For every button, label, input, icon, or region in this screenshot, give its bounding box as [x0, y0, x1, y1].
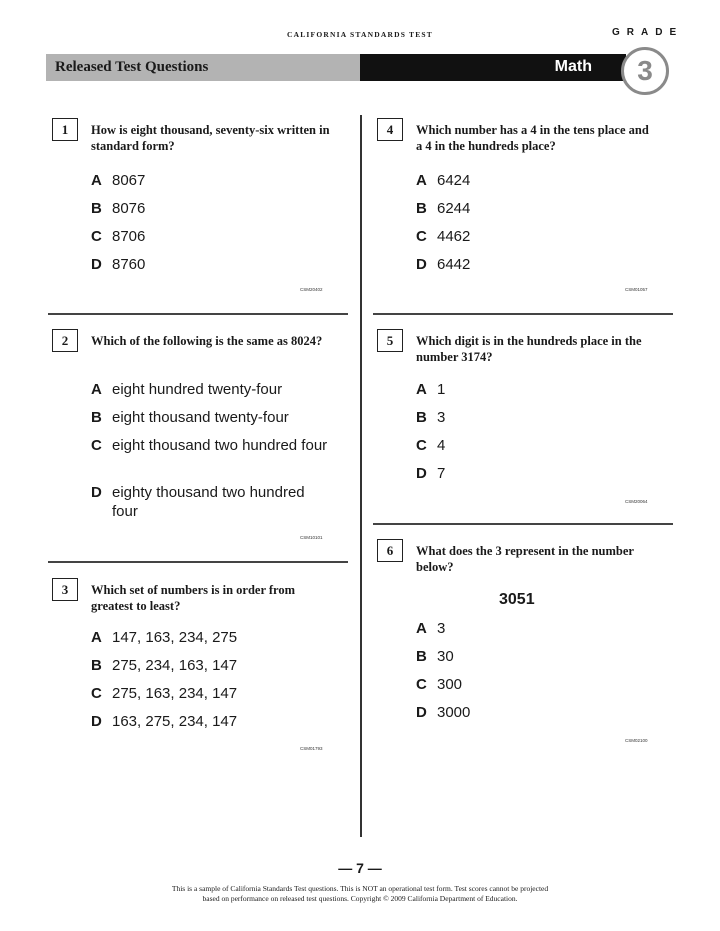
option-text: eight thousand two hundred four: [112, 437, 328, 454]
question-number: 5: [377, 329, 403, 352]
option-text: 275, 234, 163, 147: [112, 657, 238, 674]
option-text: 6424: [437, 172, 471, 189]
answer-option-b[interactable]: [91, 656, 332, 675]
option-text: 8706: [112, 228, 146, 245]
question-divider: [48, 561, 348, 563]
option-text: 3: [437, 620, 446, 637]
option-text: eighty thousand two hundred four: [112, 484, 305, 520]
option-letter: B: [91, 409, 102, 426]
question-divider: [373, 523, 673, 525]
answer-option-d[interactable]: [91, 712, 332, 731]
option-text: 3000: [437, 704, 471, 721]
disclaimer-line-1: This is a sample of California Standards Test questions. This is NOT an operational test form. Test scores cannot be projected: [171, 884, 549, 893]
item-code: CSM01057: [625, 287, 648, 292]
option-letter: C: [416, 437, 427, 454]
answer-option-c[interactable]: [91, 436, 332, 455]
question-text: How is eight thousand, seventy-six written in standard form?: [91, 123, 330, 153]
option-letter: D: [91, 484, 102, 501]
answer-option-a[interactable]: [91, 628, 332, 647]
answer-option-a[interactable]: [416, 619, 657, 638]
item-code: CSM10101: [300, 535, 323, 540]
option-letter: B: [91, 200, 102, 217]
option-letter: B: [416, 200, 427, 217]
question-divider: [48, 313, 348, 315]
column-divider: [360, 115, 362, 837]
option-text: 275, 163, 234, 147: [112, 685, 238, 702]
option-letter: B: [416, 648, 427, 665]
answer-option-c[interactable]: [91, 684, 332, 703]
question-number: 4: [377, 118, 403, 141]
option-text: 300: [437, 676, 463, 693]
option-text: 6442: [437, 256, 471, 273]
item-code: CSM20064: [625, 499, 648, 504]
option-text: 3: [437, 409, 446, 426]
option-letter: C: [91, 685, 102, 702]
answer-option-a[interactable]: [91, 380, 332, 399]
question-text: Which number has a 4 in the tens place and a 4 in the hundreds place?: [416, 123, 649, 153]
answer-option-a[interactable]: [91, 171, 332, 190]
item-code: CSM20402: [300, 287, 323, 292]
option-text: 4462: [437, 228, 471, 245]
option-letter: D: [416, 256, 427, 273]
option-letter: C: [91, 437, 102, 454]
question-text: Which of the following is the same as 8024?: [91, 334, 323, 348]
answer-option-a[interactable]: [416, 380, 657, 399]
option-text: eight thousand twenty-four: [112, 409, 289, 426]
answer-option-b[interactable]: [91, 408, 332, 427]
answer-option-d[interactable]: [91, 255, 332, 274]
option-text: 8760: [112, 256, 146, 273]
option-letter: C: [416, 228, 427, 245]
option-letter: C: [416, 676, 427, 693]
option-text: 8067: [112, 172, 146, 189]
option-text: 6244: [437, 200, 471, 217]
answer-option-b[interactable]: [416, 647, 657, 666]
option-letter: A: [416, 381, 427, 398]
disclaimer-line-2: based on performance on released test questions. Copyright © 2009 California Department of Education.: [202, 894, 518, 903]
option-text: 4: [437, 437, 446, 454]
test-title: CALIFORNIA STANDARDS TEST: [286, 30, 433, 39]
option-text: 30: [437, 648, 454, 665]
answer-option-c[interactable]: [416, 436, 657, 455]
option-letter: D: [416, 704, 427, 721]
question-text: Which set of numbers is in order from greatest to least?: [91, 583, 296, 613]
option-letter: A: [91, 629, 102, 646]
question-number: 1: [52, 118, 78, 141]
question-text: Which digit is in the hundreds place in the number 3174?: [416, 334, 642, 364]
answer-option-d[interactable]: [416, 703, 657, 722]
option-letter: D: [416, 465, 427, 482]
option-letter: D: [91, 256, 102, 273]
section-banner: [46, 54, 626, 81]
option-letter: A: [91, 381, 102, 398]
option-letter: B: [91, 657, 102, 674]
option-letter: A: [416, 620, 427, 637]
option-text: 7: [437, 465, 446, 482]
reference-number: 3051: [499, 591, 535, 608]
option-letter: C: [91, 228, 102, 245]
option-text: 163, 275, 234, 147: [112, 713, 238, 730]
subject-label: Math: [554, 58, 592, 75]
disclaimer: [100, 884, 620, 904]
option-text: eight hundred twenty-four: [112, 381, 283, 398]
answer-option-d[interactable]: [91, 483, 332, 521]
option-letter: D: [91, 713, 102, 730]
page-number: — 7 —: [338, 860, 382, 876]
question-number: 2: [52, 329, 78, 352]
grade-number-badge: 3: [621, 47, 669, 95]
question-text: What does the 3 represent in the number below?: [416, 544, 634, 574]
subject-bar: [360, 54, 626, 81]
answer-option-c[interactable]: [416, 675, 657, 694]
answer-option-d[interactable]: [416, 255, 657, 274]
option-letter: A: [91, 172, 102, 189]
answer-option-c[interactable]: [91, 227, 332, 246]
question-number: 6: [377, 539, 403, 562]
option-letter: A: [416, 172, 427, 189]
answer-option-c[interactable]: [416, 227, 657, 246]
option-text: 8076: [112, 200, 146, 217]
grade-label: GRADE: [612, 27, 684, 38]
answer-option-a[interactable]: [416, 171, 657, 190]
answer-option-d[interactable]: [416, 464, 657, 483]
answer-option-b[interactable]: [416, 199, 657, 218]
answer-option-b[interactable]: [91, 199, 332, 218]
answer-option-b[interactable]: [416, 408, 657, 427]
option-text: 1: [437, 381, 446, 398]
option-letter: B: [416, 409, 427, 426]
question-number: 3: [52, 578, 78, 601]
item-code: CSM02100: [625, 738, 648, 743]
question-divider: [373, 313, 673, 315]
section-title: Released Test Questions: [46, 54, 360, 81]
item-code: CSM01793: [300, 746, 323, 751]
option-text: 147, 163, 234, 275: [112, 629, 238, 646]
